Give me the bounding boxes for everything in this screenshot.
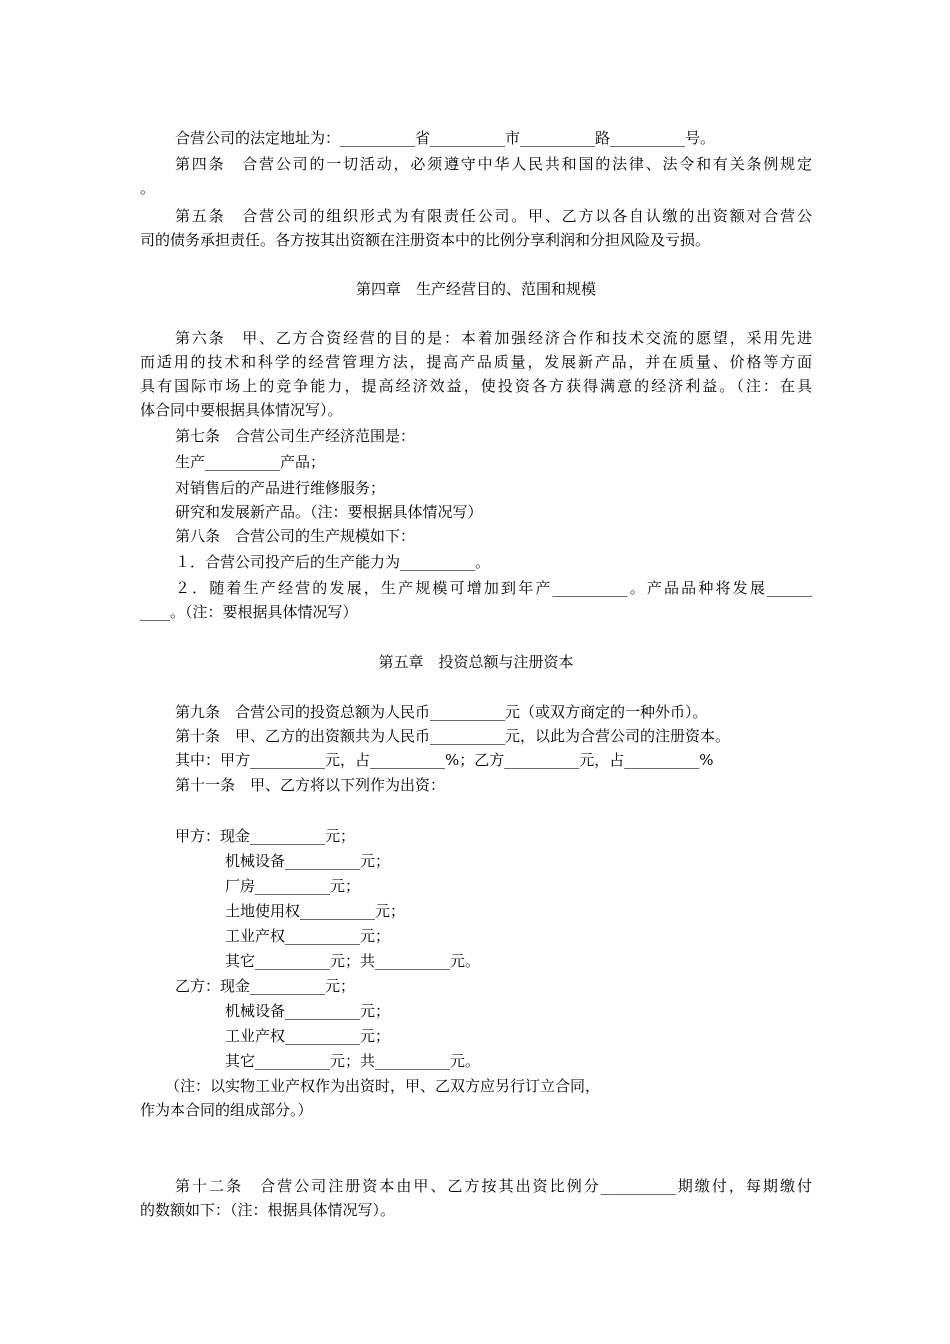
party-b-ip: 工业产权__________元； (225, 1027, 391, 1045)
article-7-item-3: 研究和发展新产品。（注：要根据具体情况写） (175, 503, 483, 521)
party-a-ip: 工业产权__________元； (225, 927, 391, 945)
chapter-4-heading: 第四章 生产经营目的、范围和规模 (355, 280, 596, 298)
article-12-cont: 的数额如下：（注：根据具体情况写）。 (140, 1201, 396, 1219)
article-8-item-1: １．合营公司投产后的生产能力为__________。 (175, 553, 491, 571)
article-7: 第七条 合营公司生产经济范围是： (175, 427, 416, 445)
article-6: 第六条 甲、乙方合资经营的目的是：本着加强经济合作和技术交流的愿望，采用先进 (175, 329, 812, 347)
party-a-land-use: 土地使用权__________元； (225, 902, 406, 920)
article-5: 第五条 合营公司的组织形式为有限责任公司。甲、乙方以各自认缴的出资额对合营公 (175, 207, 812, 225)
article-7-item-2: 对销售后的产品进行维修服务； (175, 479, 386, 497)
party-b-other-total: 其它__________元；共__________元。 (225, 1052, 481, 1070)
article-8-item-2: ２．随着生产经营的发展，生产规模可增加到年产__________。产品品种将发展______ (175, 579, 812, 597)
article-10: 第十条 甲、乙方的出资额共为人民币__________元，以此为合营公司的注册资本。 (175, 727, 731, 745)
party-b-cash: 乙方：现金__________元； (175, 977, 356, 995)
article-8-item-2-cont: ____。（注：要根据具体情况写） (140, 603, 358, 621)
article-4-cont: 。 (140, 179, 156, 197)
article-6-cont-1: 而适用的技术和科学的经营管理方法，提高产品质量，发展新产品，并在质量、价格等方面 (140, 353, 812, 371)
chapter-5-heading: 第五章 投资总额与注册资本 (378, 653, 574, 671)
article-4: 第四条 合营公司的一切活动，必须遵守中华人民共和国的法律、法令和有关条例规定 (175, 155, 812, 173)
article-5-cont: 司的债务承担责任。各方按其出资额在注册资本中的比例分享利润和分担风险及亏损。 (140, 231, 711, 249)
party-a-cash: 甲方：现金__________元； (175, 827, 356, 845)
article-8: 第八条 合营公司的生产规模如下： (175, 527, 416, 545)
article-7-item-1: 生产__________产品； (175, 453, 326, 471)
article-9: 第九条 合营公司的投资总额为人民币__________元（或双方商定的一种外币）。 (175, 703, 708, 721)
party-a-factory: 厂房__________元； (225, 877, 361, 895)
article-10-split: 其中：甲方__________元，占__________%；乙方__________元，占__________% (175, 751, 714, 769)
contribution-note-cont: 作为本合同的组成部分。） (140, 1101, 313, 1119)
article-6-cont-3: 体合同中要根据具体情况写）。 (140, 401, 343, 419)
party-a-other-total: 其它__________元；共__________元。 (225, 952, 481, 970)
party-b-machinery: 机械设备__________元； (225, 1002, 391, 1020)
article-12: 第十二条 合营公司注册资本由甲、乙方按其出资比例分__________期缴付，每期缴付 (175, 1177, 812, 1195)
article-6-cont-2: 具有国际市场上的竞争能力，提高经济效益，使投资各方获得满意的经济利益。（注：在具 (140, 377, 812, 395)
article-11: 第十一条 甲、乙方将以下列作为出资： (175, 776, 446, 794)
contribution-note: （注：以实物工业产权作为出资时，甲、乙双方应另行订立合同， (165, 1077, 601, 1095)
party-a-machinery: 机械设备__________元； (225, 852, 391, 870)
legal-address-line: 合营公司的法定地址为：__________省__________市__________路__________号。 (175, 129, 716, 147)
